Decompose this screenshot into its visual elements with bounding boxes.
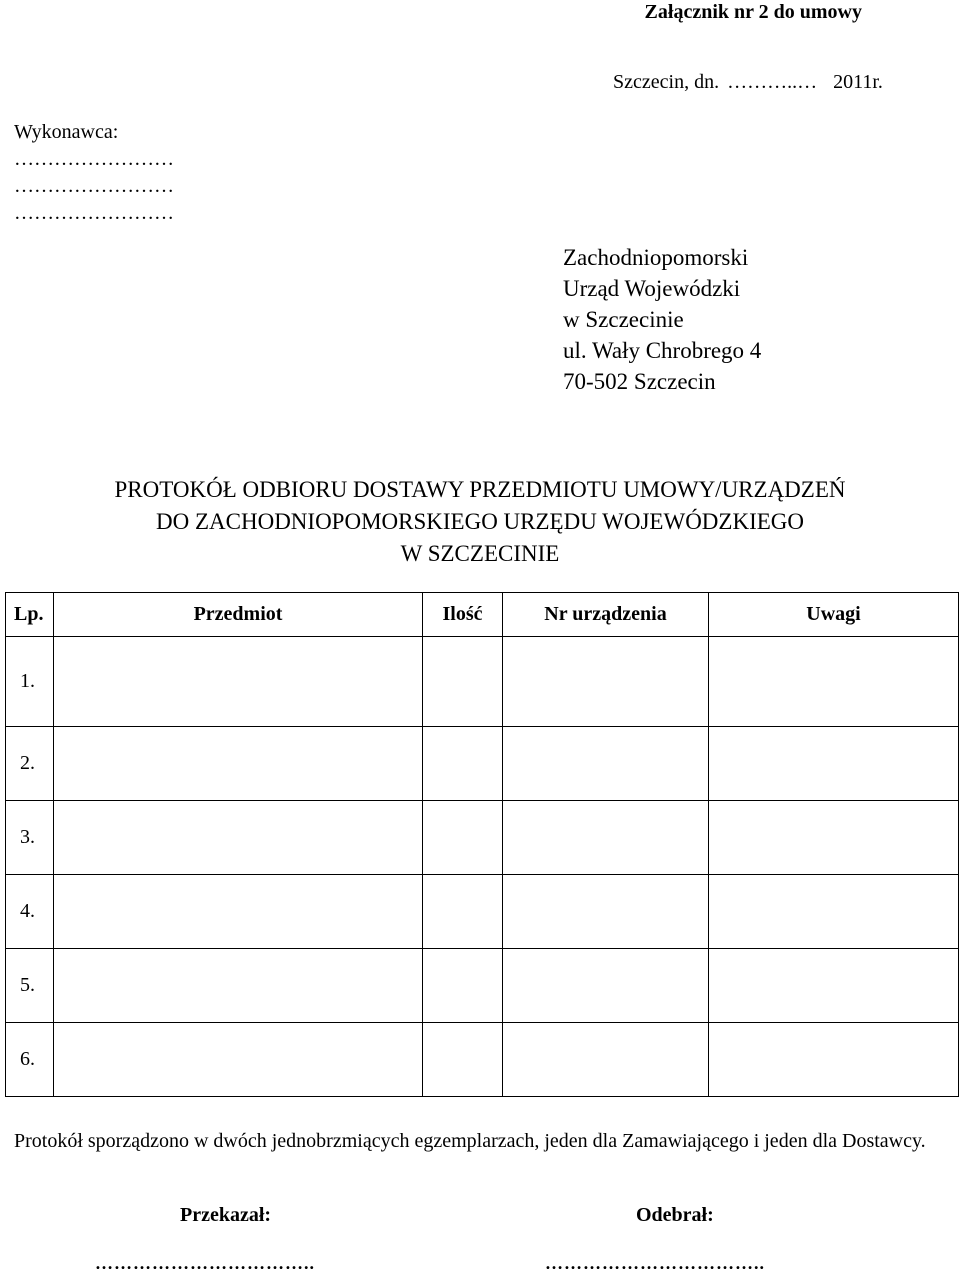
cell-lp: 1.: [6, 637, 54, 727]
contractor-line-1: ……………………: [14, 148, 174, 170]
place-date-label: Szczecin, dn.: [613, 71, 720, 93]
cell-quantity[interactable]: [423, 949, 503, 1023]
contractor-label: Wykonawca:: [14, 121, 119, 143]
cell-quantity[interactable]: [423, 727, 503, 801]
cell-quantity[interactable]: [423, 801, 503, 875]
cell-remarks[interactable]: [709, 875, 959, 949]
cell-device-number[interactable]: [503, 637, 709, 727]
cell-item[interactable]: [54, 1023, 423, 1097]
protocol-title-line-2: DO ZACHODNIOPOMORSKIEGO URZĘDU WOJEWÓDZKIEGO: [156, 509, 804, 534]
handed-over-label: Przekazał:: [180, 1204, 272, 1226]
cell-device-number[interactable]: [503, 949, 709, 1023]
protocol-title: [0, 474, 960, 570]
annex-label: Załącznik nr 2 do umowy: [644, 1, 862, 23]
contractor-block: [14, 120, 174, 228]
header-quantity: Ilość: [423, 593, 503, 637]
table-row: [6, 875, 959, 949]
cell-item[interactable]: [54, 801, 423, 875]
cell-quantity[interactable]: [423, 875, 503, 949]
contractor-line-2: ……………………: [14, 175, 174, 197]
table-header-row: [6, 593, 959, 637]
header-device-number: Nr urządzenia: [503, 593, 709, 637]
signature-line-right: ……………………………..: [545, 1253, 765, 1273]
contractor-line-3: ……………………: [14, 202, 174, 224]
cell-remarks[interactable]: [709, 1023, 959, 1097]
addressee-line-3: w Szczecinie: [563, 307, 684, 332]
cell-remarks[interactable]: [709, 727, 959, 801]
table-row: [6, 801, 959, 875]
received-label: Odebrał:: [636, 1204, 714, 1226]
cell-remarks[interactable]: [709, 949, 959, 1023]
place-date-line: [613, 70, 883, 94]
year-label: 2011r.: [833, 71, 883, 93]
protocol-title-line-1: PROTOKÓŁ ODBIORU DOSTAWY PRZEDMIOTU UMOWY/URZĄDZEŃ: [114, 477, 846, 502]
protocol-title-line-3: W SZCZECINIE: [400, 541, 560, 566]
table-row: [6, 1023, 959, 1097]
cell-lp: 5.: [6, 949, 54, 1023]
cell-item[interactable]: [54, 875, 423, 949]
cell-device-number[interactable]: [503, 875, 709, 949]
addressee-line-5: 70-502 Szczecin: [563, 369, 716, 394]
header-remarks: Uwagi: [709, 593, 959, 637]
table-row: [6, 637, 959, 727]
table-row: [6, 727, 959, 801]
cell-remarks[interactable]: [709, 637, 959, 727]
cell-quantity[interactable]: [423, 1023, 503, 1097]
header-item: Przedmiot: [54, 593, 423, 637]
header-lp: Lp.: [6, 593, 54, 637]
cell-device-number[interactable]: [503, 1023, 709, 1097]
cell-quantity[interactable]: [423, 637, 503, 727]
signature-line-left: ……………………………..: [95, 1253, 315, 1273]
cell-item[interactable]: [54, 637, 423, 727]
protocol-note: Protokół sporządzono w dwóch jednobrzmiących egzemplarzach, jeden dla Zamawiającego i jeden dla Dostawcy.: [14, 1130, 926, 1152]
addressee-line-1: Zachodniopomorski: [563, 245, 749, 270]
cell-item[interactable]: [54, 727, 423, 801]
items-table: [5, 592, 959, 1097]
table-row: [6, 949, 959, 1023]
cell-lp: 4.: [6, 875, 54, 949]
cell-remarks[interactable]: [709, 801, 959, 875]
cell-lp: 3.: [6, 801, 54, 875]
addressee-block: [563, 242, 761, 397]
cell-lp: 2.: [6, 727, 54, 801]
date-dots: ………..…: [727, 71, 818, 93]
cell-item[interactable]: [54, 949, 423, 1023]
addressee-line-4: ul. Wały Chrobrego 4: [563, 338, 762, 363]
addressee-line-2: Urząd Wojewódzki: [563, 276, 741, 301]
cell-lp: 6.: [6, 1023, 54, 1097]
cell-device-number[interactable]: [503, 801, 709, 875]
cell-device-number[interactable]: [503, 727, 709, 801]
